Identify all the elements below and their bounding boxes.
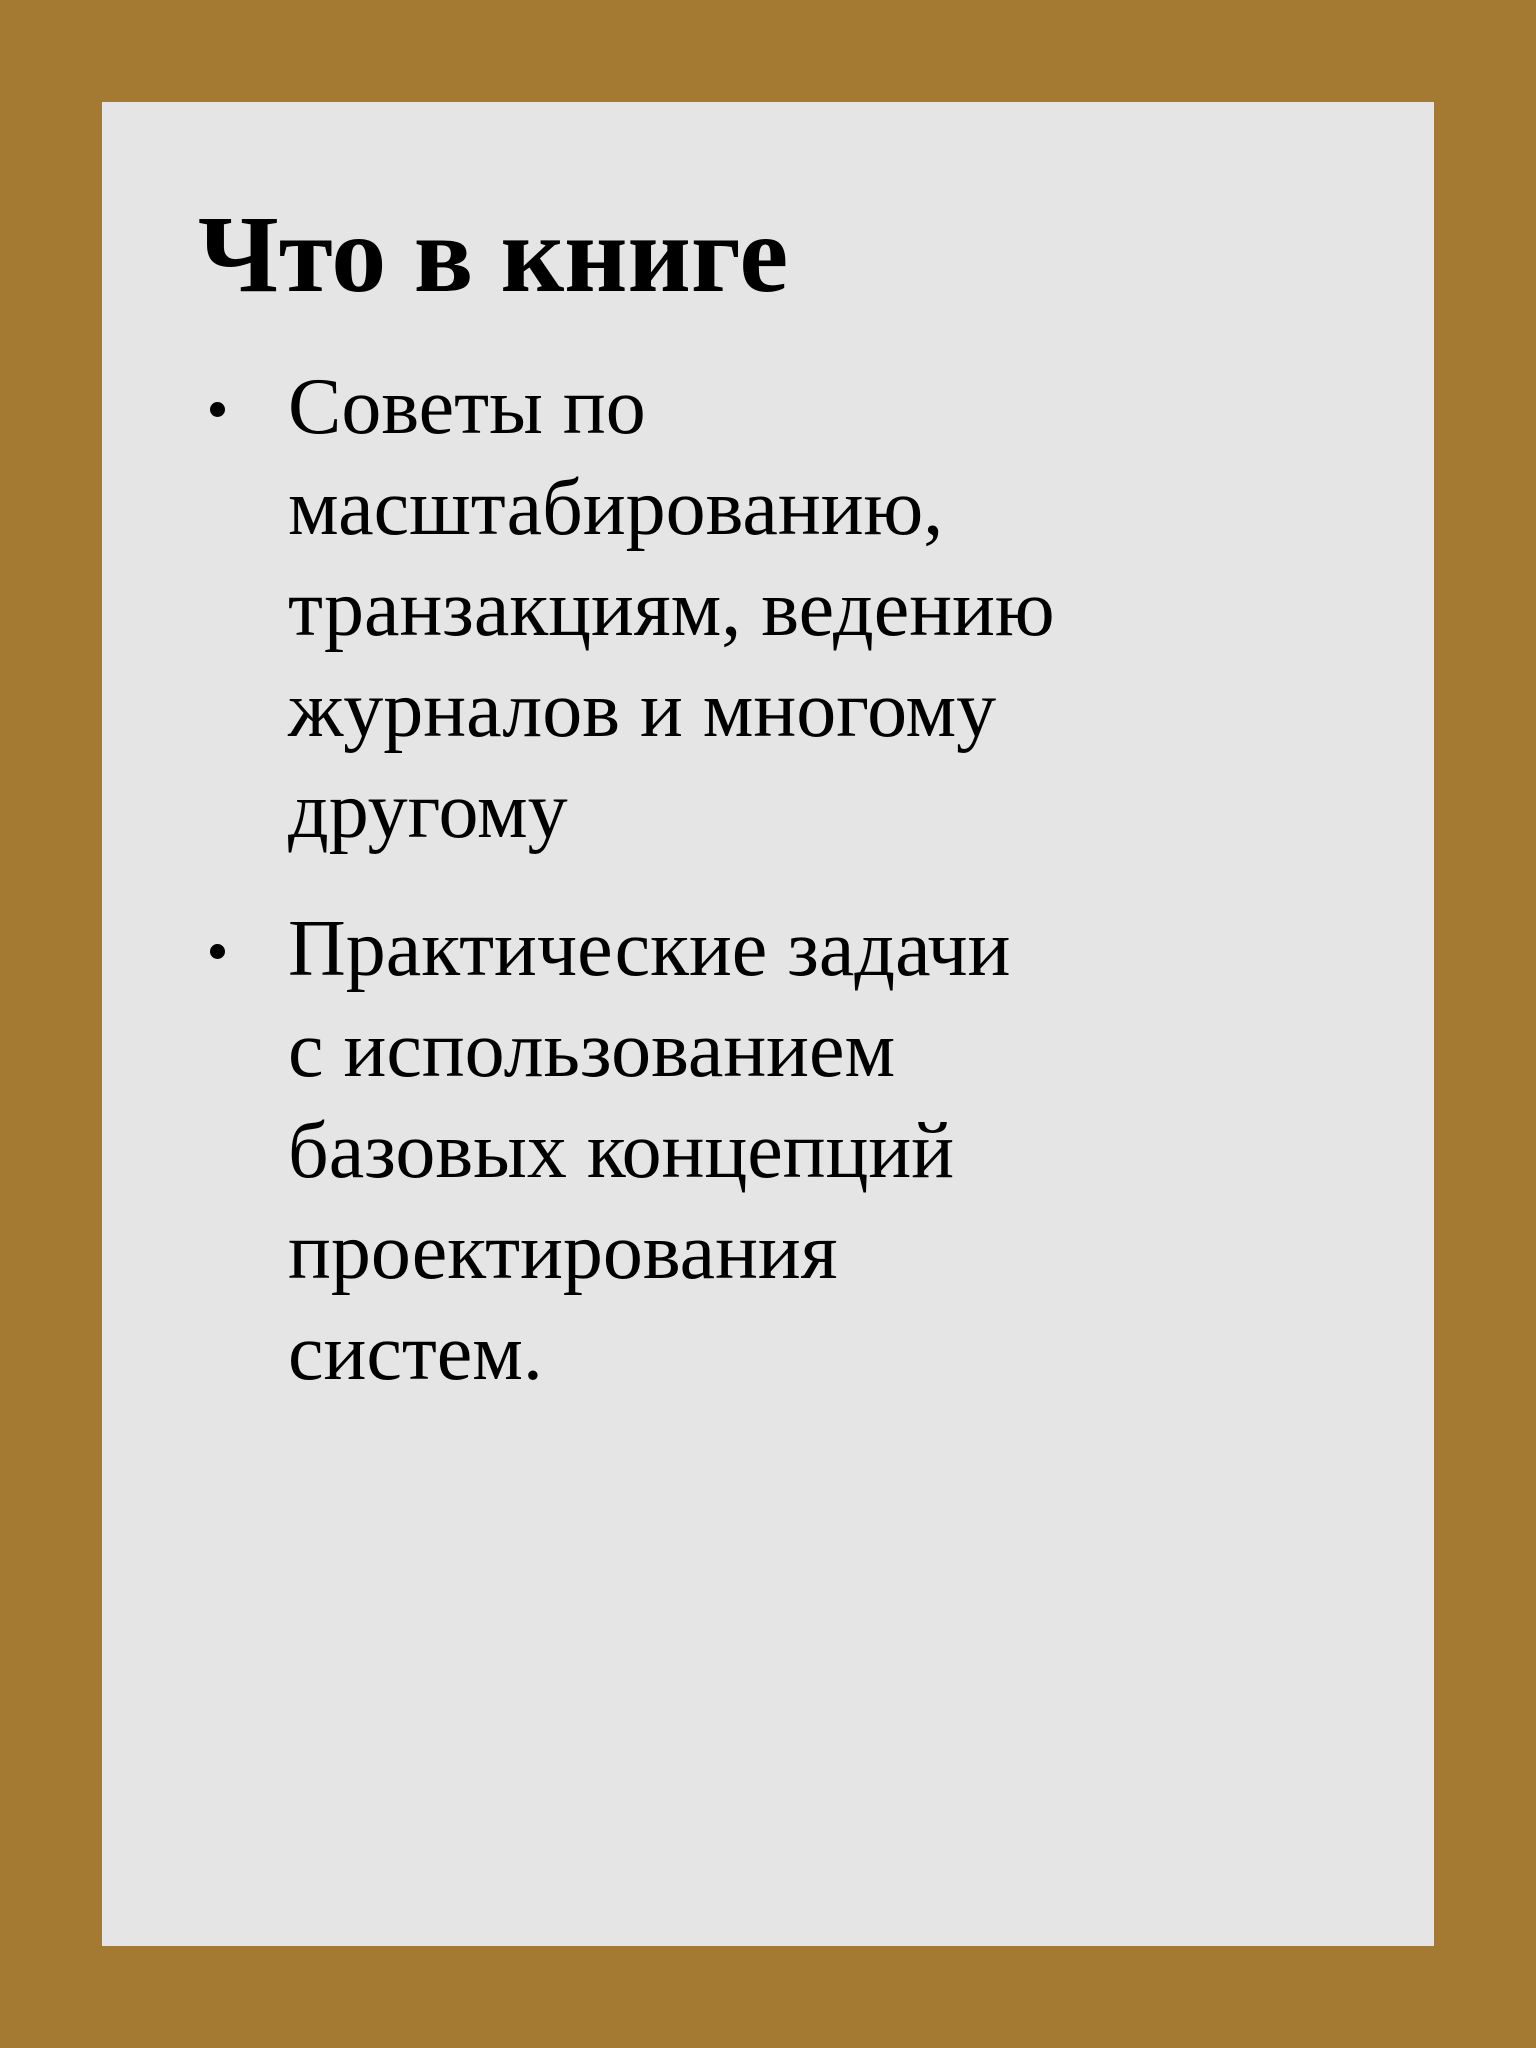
list-item-line: масштабированию, bbox=[288, 464, 944, 552]
content-card bbox=[102, 102, 1434, 1946]
list-item-line: транзакциям, ведению bbox=[288, 565, 1055, 653]
bullet-icon bbox=[210, 402, 225, 417]
list-item-line: систем. bbox=[288, 1309, 543, 1397]
list-item-line: с использованием bbox=[288, 1006, 896, 1094]
page-title: Что в книге bbox=[198, 193, 789, 315]
list-item-line: базовых концепций bbox=[288, 1107, 955, 1195]
list-item-line: журналов и многому bbox=[288, 666, 997, 754]
feature-list bbox=[198, 357, 1298, 1404]
list-item-line: Советы по bbox=[288, 363, 646, 451]
list-item-line: другому bbox=[288, 767, 568, 855]
bullet-icon bbox=[210, 944, 225, 959]
list-item-line: проектирования bbox=[288, 1208, 838, 1296]
list-item bbox=[198, 357, 1298, 862]
list-item bbox=[198, 899, 1298, 1404]
list-item-line: Практические задачи bbox=[288, 905, 1011, 993]
